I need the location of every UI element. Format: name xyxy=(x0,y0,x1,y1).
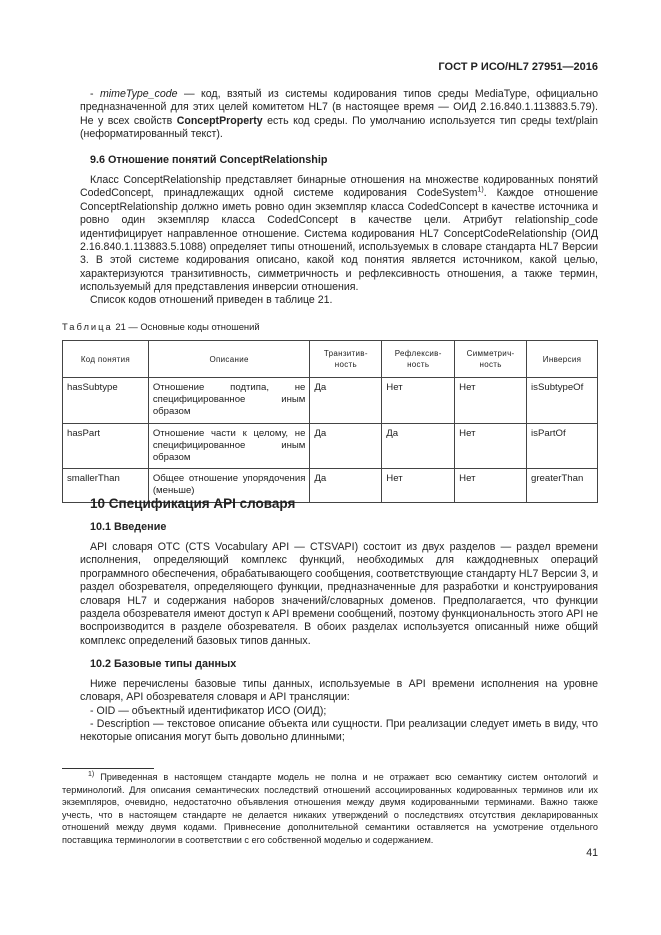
footnote-mark: 1) xyxy=(88,770,95,778)
bold-term: ConceptProperty xyxy=(176,114,263,127)
table-cell: Да xyxy=(310,378,382,424)
table-row xyxy=(63,423,598,469)
list-item-oid: - OID — объектный идентификатор ИСО (ОИД); xyxy=(90,705,327,717)
section-10-1-paragraph: API словаря ОТС (CTS Vocabulary API — CTSVAPI) состоит из двух разделов — раздел времени исполнения, определяющий комплекс функций, необходимых для каждодневных операций программного обеспечения, обрабатывающего сообщения, соответствующие стандарту HL7 Версии 3, и раздел обозревателя, определяющего функции, предназначенные для разработки и конструирования словаря HL7 и содержания наборов значений/словарных доменов. Предполагается, что функции раздела обозревателя имеют доступ к API времени сообщений, поэтому функциональность этого API не воспроизводится в разделе обозревателя. В обоих разделах используется описанный ниже общий комплекс определений базовых типов данных. xyxy=(80,541,598,647)
table-cell: Нет xyxy=(382,469,455,502)
footnote-ref[interactable]: 1) xyxy=(477,186,484,194)
page-number: 41 xyxy=(586,847,598,859)
table-reference-paragraph: Список кодов отношений приведен в таблице 21. xyxy=(90,294,333,306)
section-10-heading: 10 Спецификация API словаря xyxy=(90,496,296,511)
text: есть код среды. По умолчанию используется тип среды text/plain (неформатированный текст). xyxy=(80,114,599,141)
table-cell: Да xyxy=(382,423,455,469)
table-cell: Да xyxy=(310,469,382,502)
column-header: Рефлексив-ность xyxy=(382,341,455,378)
section-10-1-heading: 10.1 Введение xyxy=(90,521,167,533)
caption-title: 21 — Основные коды отношений xyxy=(112,321,260,332)
table-caption xyxy=(62,321,260,332)
table-cell: greaterThan xyxy=(527,469,598,502)
section-10-2-paragraph: Ниже перечислены базовые типы данных, используемые в API времени исполнения на уровне словаря, API обозревателя словаря и API трансляции: xyxy=(80,678,598,704)
column-header: Симметрич-ность xyxy=(455,341,527,378)
section-10-2-heading: 10.2 Базовые типы данных xyxy=(90,658,237,670)
column-header: Код понятия xyxy=(63,341,149,378)
caption-label: Таблица xyxy=(62,321,113,332)
dash: - xyxy=(90,88,100,100)
table-cell: hasPart xyxy=(63,423,149,469)
text: — код, взятый из системы кодирования типов среды MediaType, официально предназначенной для этих целей комитетом HL7 (в настоящее время — ОИД 2.16.840.1.113883.5.79). Не у всех свойств xyxy=(80,88,598,127)
text: Класс ConceptRelationship представляет бинарные отношения на множестве кодированных понятий CodedConcept, принадлежащих одной системе кодирования CodeSystem xyxy=(80,174,598,200)
column-header: Описание xyxy=(148,341,310,378)
section-9-6-paragraph xyxy=(80,174,598,295)
footnote-separator xyxy=(62,768,154,769)
table-cell: Нет xyxy=(455,378,527,424)
footnote-text: Приведенная в настоящем стандарте модель не полна и не отражает всю семантику систем онтологий и терминологий. Для описания семантических последствий отношений ассоциированных кодированных терминов или их экземпляров, очевидно, недостаточно объявления отношения между двумя кодированными терминами. Важно также учесть, что в настоящем стандарте не делается никаких утверждений о последствиях отсутствия декларированных отношений между двумя кодами. Привнесение дополнительной семантики оставляется на усмотрение отдельного поставщика терминологии в соответствии с его собственной моделью и содержанием. xyxy=(62,772,598,845)
mime-type-paragraph xyxy=(80,88,598,142)
text: . Каждое отношение ConceptRelationship должно иметь ровно один экземпляр класса CodedConcept в качестве источника и ровно один экземпляр класса CodedConcept в качестве цели. Атрибут relationship_code идентифицирует направленное отношение. Система кодирования HL7 ConceptCodeRelationship (ОИД 2.16.840.1.113883.5.1088) определяет типы отношений, используемых в словаре стандарта HL7 Версии 3. В этой системе кодирования описано, какой код понятия является источником, какой целью, характеризуются транзитивность, симметричность и рефлексивность отношения, а также термин, используемый для представления инверсии отношения. xyxy=(80,187,599,294)
table-cell: Нет xyxy=(455,469,527,502)
table-cell: Нет xyxy=(455,423,527,469)
document-header: ГОСТ Р ИСО/HL7 27951—2016 xyxy=(438,61,598,73)
table-cell: Отношение подтипа, не специфицированное иным образом xyxy=(148,378,310,424)
table-header-row xyxy=(63,341,598,378)
table-cell: Да xyxy=(310,423,382,469)
column-header: Транзитив-ность xyxy=(310,341,382,378)
relationship-codes-table xyxy=(62,340,598,503)
column-header: Инверсия xyxy=(527,341,598,378)
table-cell: smallerThan xyxy=(63,469,149,502)
footnote xyxy=(62,771,598,847)
list-item-description: - Description — текстовое описание объекта или сущности. При реализации следует иметь в виду, что некоторые описания могут быть довольно длинными; xyxy=(80,718,598,744)
table-cell: Общее отношение упорядочения (меньше) xyxy=(148,469,310,502)
table-cell: Нет xyxy=(382,378,455,424)
section-9-6-heading: 9.6 Отношение понятий ConceptRelationship xyxy=(90,154,328,166)
table-cell: isSubtypeOf xyxy=(527,378,598,424)
table-cell: isPartOf xyxy=(527,423,598,469)
term: mimeType_code xyxy=(99,88,178,100)
table-row xyxy=(63,378,598,424)
table-cell: hasSubtype xyxy=(63,378,149,424)
table-cell: Отношение части к целому, не специфицированное иным образом xyxy=(148,423,310,469)
